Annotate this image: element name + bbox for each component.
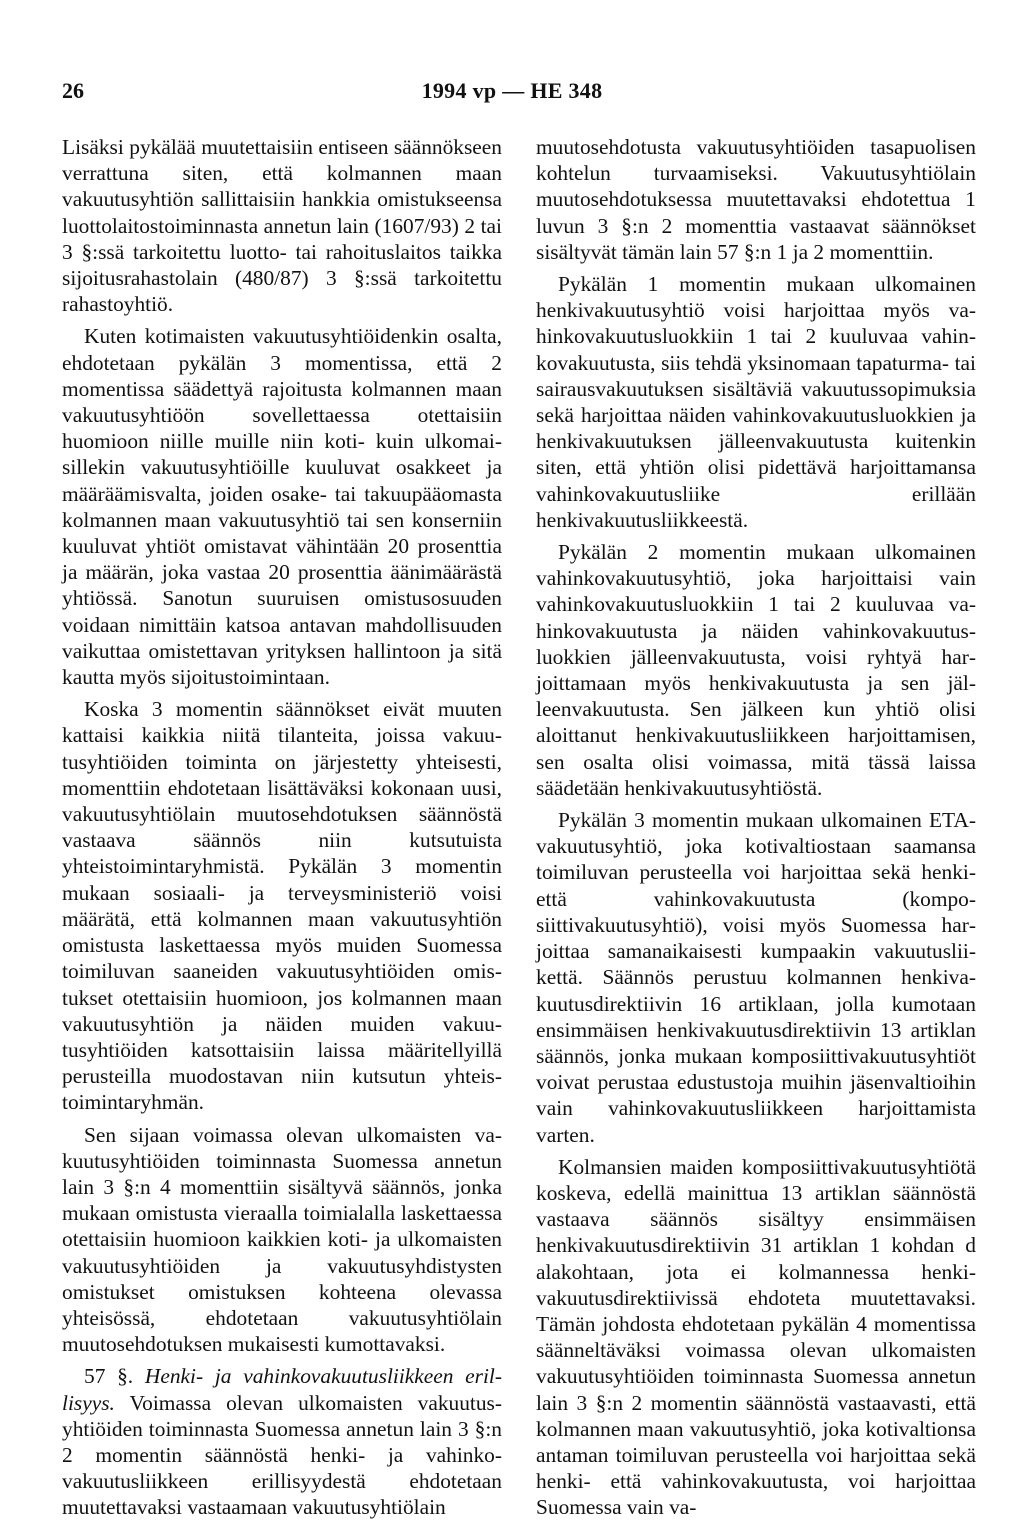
paragraph: muutosehdotusta vakuutusyhtiöiden tasapuolisen kohtelun turvaamiseksi. Vakuutusyhtiölain muutosehdotuksessa muutettavaksi ehdotettua 1 luvun 3 §:n 2 momenttia vastaavat säännökset sisältyvät tämän lain 57 §:n 1 ja 2 momenttiin. — [536, 135, 976, 264]
right-column — [536, 134, 976, 1521]
paragraph: Kuten kotimaisten vakuutusyhtiöidenkin osalta, ehdotetaan pykälän 3 momentissa, että 2 momentissa säädettyä rajoitusta kolmannen maan vakuutusyhtiöön sovellettaessa otettaisiin huomioon niille muille niin koti- kuin ulkomaisillekin vakuutusyhtiöille kuuluvat osakkeet ja määräämisvalta, joiden osake- tai takuupääomasta kolmannen maan vakuutusyhtiö tai sen konserniin kuuluvat yhtiöt omistavat vähintään 20 prosenttia ja määrän, joka vastaa 20 prosenttia äänimäärästä yhtiössä. Sanotun suuruisen omistusosuuden voidaan nimittäin katsoa antavan mahdollisuuden vaikuttaa omistettavan yrityksen hallintoon ja sitä kautta myös sijoitustoimintaan. — [62, 324, 502, 690]
left-column — [62, 134, 502, 1521]
section-body: Voimassa olevan ulkomaisten vakuutusyhtiöiden toiminnasta Suomessa annetun lain 3 §:n 2 momentin säännöstä henki- ja vahinkovakuutusliikkeen erillisyydestä ehdotetaan muutettavaksi vastaamaan vakuutusyhtiölain — [62, 1390, 502, 1520]
section-heading: Henki- ja vahinkovakuutusliikkeen erillisyys. — [62, 1364, 502, 1415]
paragraph: Kolmansien maiden komposiittivakuutusyhtiötä koskeva, edellä mainittua 13 artiklan säännöstä vastaava säännös sisältyy ensimmäisen henkivakuutusdirektiivin 31 artiklan 1 kohdan d alakohtaan, jota ei kolmannessa henkivakuutusdirektiivissä ehdoteta muutettavaksi. Tämän johdosta ehdotetaan pykälän 4 momentissa säänneltäväksi voimassa olevan ulkomaisten vakuutusyhtiöiden toiminnasta Suomessa annetun lain 3 §:n 2 momentin säännöstä vastaavasti, että kolmannen maan vakuutusyhtiö, joka kotivaltionsa antaman toimiluvan perusteella voi harjoittaa sekä henki- että vahinkovakuutusta, voi harjoittaa Suomessa vain va- — [536, 1154, 976, 1520]
paragraph: Pykälän 2 momentin mukaan ulkomainen vahinkovakuutusyhtiö, joka harjoittaisi vain vahinkovakuutusluokkiin 1 tai 2 kuuluvaa vahinkovakuutusta ja näiden vahinkovakuutusluokkien jälleenvakuutusta, voisi ryhtyä harjoittamaan myös henkivakuutusta ja sen jälleenvakuutusta. Sen jälkeen kun yhtiö olisi aloittanut henkivakuutusliikkeen harjoittamisen, sen osalta olisi voimassa, mitä tässä laissa säädetään henkivakuutusyhtiöstä. — [536, 540, 976, 800]
paragraph: Pykälän 1 momentin mukaan ulkomainen henkivakuutusyhtiö voisi harjoittaa myös vahinkovakuutusluokkiin 1 tai 2 kuuluvaa vahinkovakuutusta, siis tehdä yksinomaan tapaturma- tai sairausvakuutuksen sisältäviä vakuutussopimuksia sekä harjoittaa näiden vahinkovakuutusluokkien ja henkivakuutuksen jälleenvakuutusta kuitenkin siten, että yhtiön olisi pidettävä harjoittamansa vahinkovakuutusliike erillään henkivakuutusliikkeestä. — [536, 272, 976, 532]
paragraph: Sen sijaan voimassa olevan ulkomaisten vakuutusyhtiöiden toiminnasta Suomessa annetun lain 3 §:n 4 momenttiin sisältyvä säännös, jonka mukaan omistusta vieraalla toimialalla laskettaessa otettaisiin huomioon kaikkien koti- ja ulkomaisten vakuutusyhtiöiden ja vakuutusyhdistysten omistukset omistuksen kohteena olevassa yhteisössä, ehdotetaan vakuutusyhtiölain muutosehdotuksen mukaisesti kumottavaksi. — [62, 1122, 502, 1357]
section-paragraph — [62, 1363, 502, 1520]
paragraph: Pykälän 3 momentin mukaan ulkomainen ETA-vakuutusyhtiö, joka kotivaltiostaan saamansa toimiluvan perusteella voi harjoittaa sekä henki- että vahinkovakuutusta (komposiittivakuutusyhtiö), voisi myös Suomessa harjoittaa samanaikaisesti kumpaakin vakuutusliikettä. Säännös perustuu kolmannen henkivakuutusdirektiivin 16 artiklaan, jolla kumotaan ensimmäisen henkivakuutusdirektiivin 13 artiklan säännös, jonka mukaan komposiittivakuutusyhtiöt voivat perustaa edustustoja muihin jäsenvaltioihin vain vahinkovakuutusliikkeen harjoittamista varten. — [536, 808, 976, 1147]
running-title: 1994 vp — HE 348 — [421, 78, 603, 103]
paragraph: Lisäksi pykälää muutettaisiin entiseen säännökseen verrattuna siten, että kolmannen maan vakuutusyhtiön sallittaisiin hankkia omistukseensa luottolaitostoiminnasta annetun lain (1607/93) 2 tai 3 §:ssä tarkoitettu luotto- tai rahoituslaitos taikka sijoitusrahastolain (480/87) 3 §:ssä tarkoitettu rahastoyhtiö. — [62, 135, 502, 317]
section-number: 57 §. — [84, 1364, 134, 1389]
page-number: 26 — [62, 78, 84, 103]
paragraph: Koska 3 momentin säännökset eivät muuten kattaisi kaikkia niitä tilanteita, joissa vakuutusyhtiöiden toiminta on järjestetty yhteisesti, momenttiin ehdotetaan lisättäväksi kokonaan uusi, vakuutusyhtiölain muutosehdotuksen säännöstä vastaava säännös niin kutsutuista yhteistoimintaryhmistä. Pykälän 3 momentin mukaan sosiaali- ja terveysministeriö voisi määrätä, että kolmannen maan vakuutusyhtiön omistusta laskettaessa myös muiden Suomessa toimiluvan saaneiden vakuutusyhtiöiden omistukset otettaisiin huomioon, jos kolmannen maan vakuutusyhtiön ja näiden muiden vakuutusyhtiöiden katsottaisiin laissa määritellyillä perusteilla muodostavan niin kutsutun yhteistoimintaryhmän. — [62, 697, 502, 1115]
